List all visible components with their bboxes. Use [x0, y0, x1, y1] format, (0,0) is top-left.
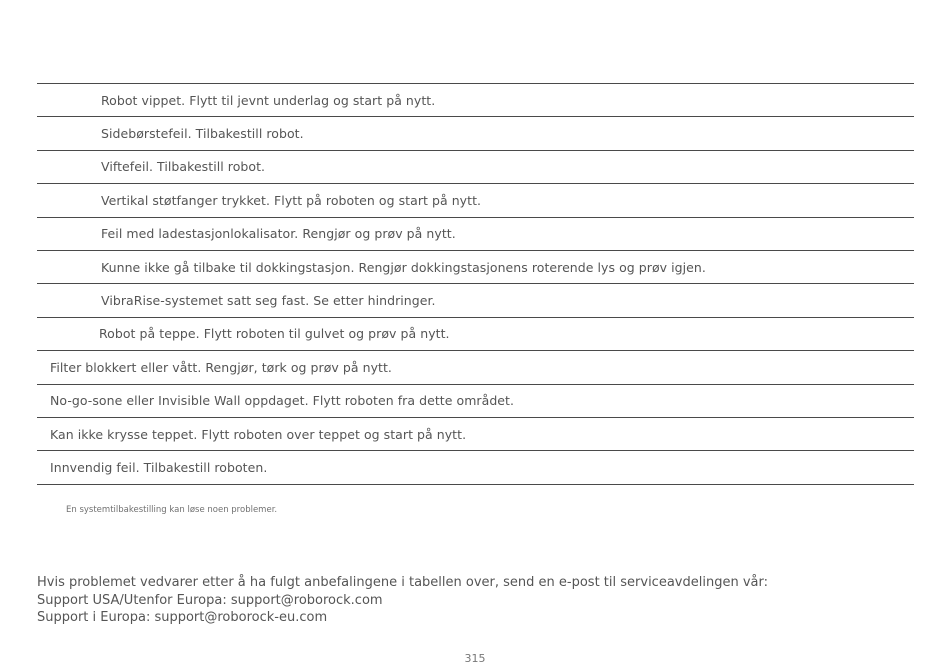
table-row [37, 218, 914, 251]
row-text: Robot på teppe. Flytt roboten til gulvet og prøv på nytt. [99, 326, 450, 342]
table-row [37, 318, 914, 351]
table-row [37, 84, 914, 117]
table-row [37, 418, 914, 451]
table-row [37, 385, 914, 418]
table-row [37, 151, 914, 184]
row-text: Kan ikke krysse teppet. Flytt roboten over teppet og start på nytt. [50, 426, 467, 442]
error-table [37, 83, 914, 485]
row-text: Filter blokkert eller vått. Rengjør, tørk og prøv på nytt. [50, 359, 392, 375]
table-row [37, 184, 914, 217]
table-row [37, 284, 914, 317]
footnote: En systemtilbakestilling kan løse noen problemer. [66, 505, 278, 515]
table-row [37, 117, 914, 150]
table-row [37, 451, 914, 484]
row-text: Sidebørstefeil. Tilbakestill robot. [101, 126, 304, 142]
table-row [37, 351, 914, 384]
support-usa: Support USA/Utenfor Europa: support@roborock.com [37, 592, 383, 608]
row-text: Viftefeil. Tilbakestill robot. [101, 159, 266, 175]
row-text: Robot vippet. Flytt til jevnt underlag og start på nytt. [101, 92, 436, 108]
row-text: No-go-sone eller Invisible Wall oppdaget. Flytt roboten fra dette området. [50, 393, 515, 409]
row-text: Innvendig feil. Tilbakestill roboten. [50, 459, 268, 475]
support-europe: Support i Europa: support@roborock-eu.com [37, 610, 328, 625]
table-row [37, 251, 914, 284]
row-text: Vertikal støtfanger trykket. Flytt på roboten og start på nytt. [101, 192, 482, 208]
row-text: Kunne ikke gå tilbake til dokkingstasjon. Rengjør dokkingstasjonens roterende lys og prøv igjen. [101, 259, 706, 275]
contact-info [37, 574, 768, 627]
page-number: 315 [464, 652, 486, 665]
row-text: Feil med ladestasjonlokalisator. Rengjør og prøv på nytt. [101, 226, 456, 242]
row-text: VibraRise-systemet satt seg fast. Se etter hindringer. [101, 293, 436, 309]
contact-intro: Hvis problemet vedvarer etter å ha fulgt anbefalingene i tabellen over, send en e-post til serviceavdelingen vår: [37, 575, 768, 590]
